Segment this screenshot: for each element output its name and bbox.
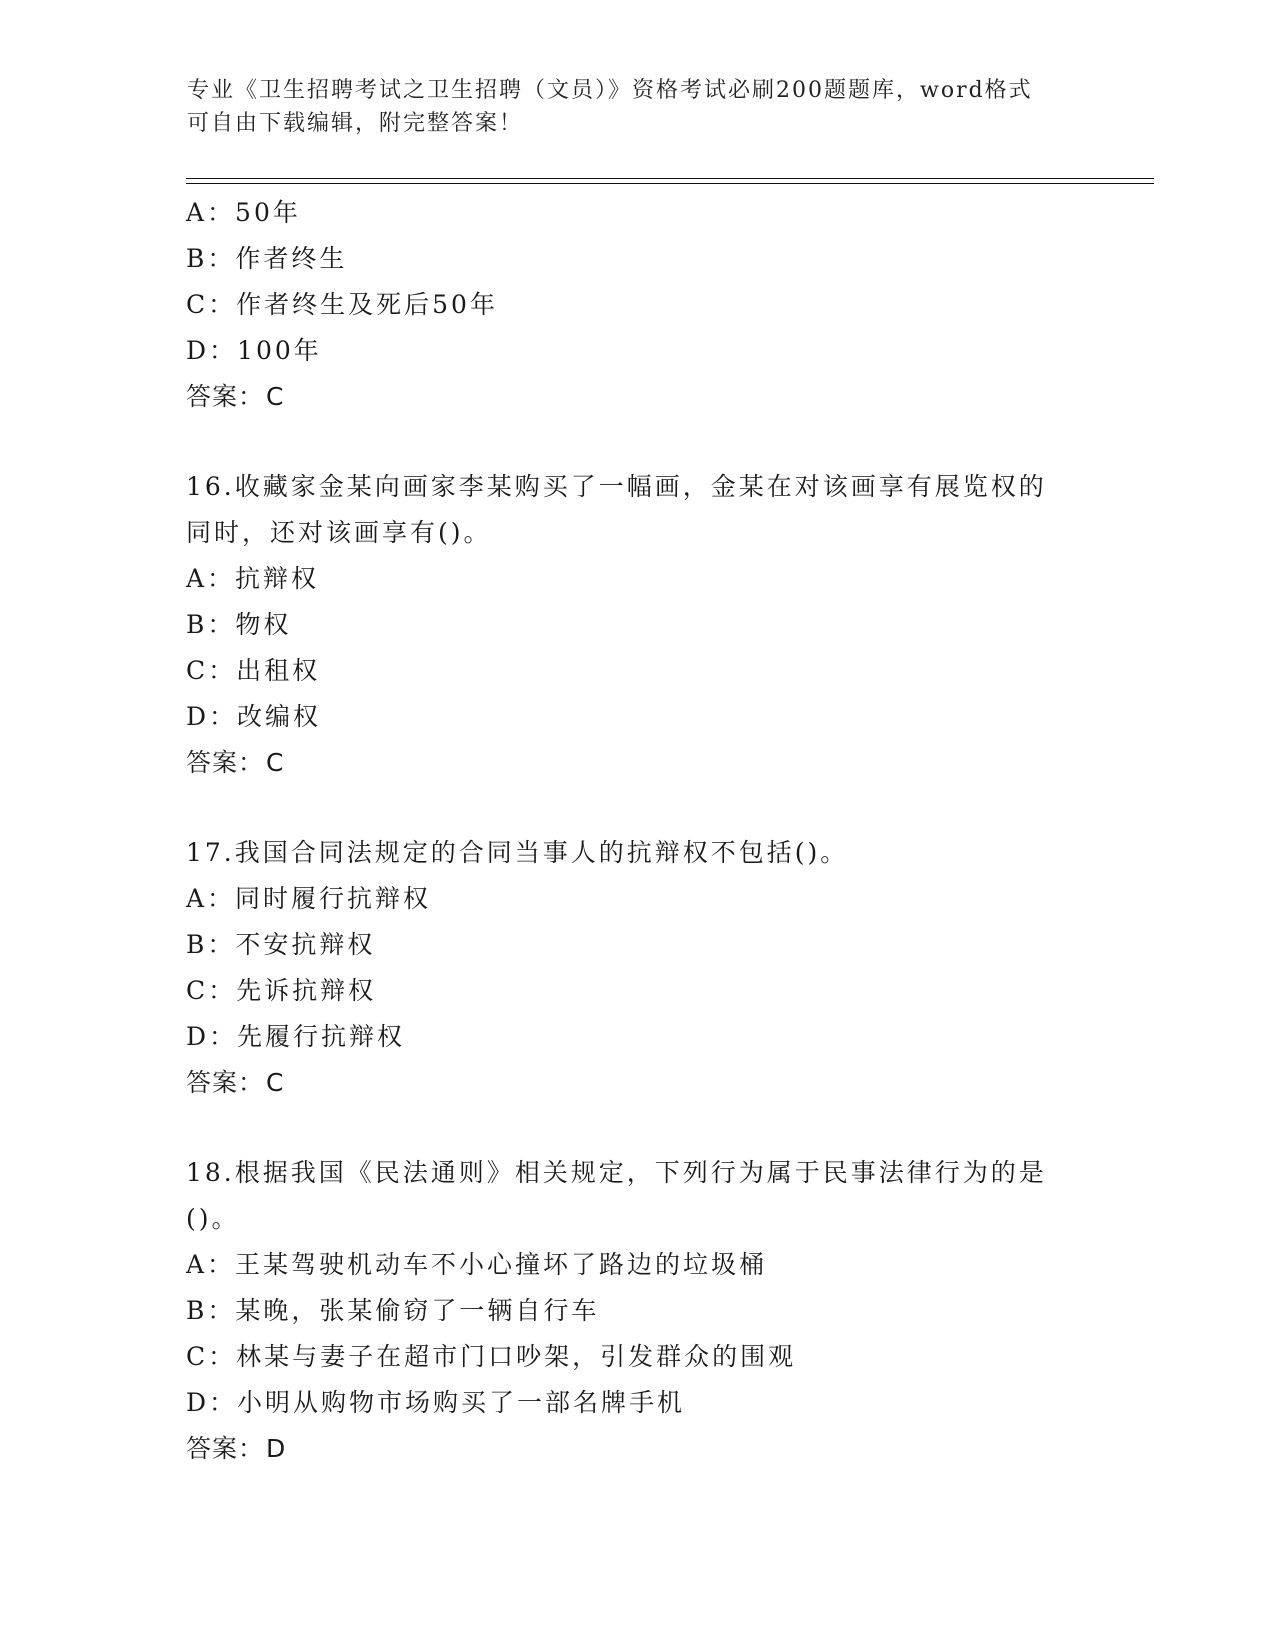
answer-label: 答案：	[186, 1068, 265, 1097]
answer-label: 答案：	[186, 382, 265, 411]
answer-line	[186, 740, 1086, 786]
option-a: A：50年	[186, 198, 301, 227]
option-c: C：林某与妻子在超市门口吵架，引发群众的围观	[186, 1342, 797, 1371]
option-a: A：王某驾驶机动车不小心撞坏了路边的垃圾桶	[186, 1250, 768, 1279]
option-d: D：100年	[186, 336, 322, 365]
answer-value: C	[266, 748, 285, 777]
option-b: B：物权	[186, 610, 292, 639]
header-title-line-2: 可自由下载编辑，附完整答案！	[187, 111, 524, 136]
question-stem-line-2: ()。	[186, 1204, 240, 1233]
answer-value: C	[266, 1068, 285, 1097]
answer-value: D	[266, 1434, 287, 1463]
header-title-line-1: 专业《卫生招聘考试之卫生招聘（文员）》资格考试必刷200题题库，word格式	[187, 78, 1033, 103]
question-stem-line-1: 17.我国合同法规定的合同当事人的抗辩权不包括()。	[186, 838, 849, 867]
question-16	[186, 464, 1086, 786]
answer-label: 答案：	[186, 748, 265, 777]
answer-line	[186, 1426, 1086, 1472]
header-divider-bottom	[186, 183, 1154, 184]
question-17	[186, 830, 1086, 1106]
question-stem-line-2: 同时，还对该画享有()。	[186, 518, 492, 547]
header-divider-top	[186, 178, 1154, 179]
option-c: C：先诉抗辩权	[186, 976, 377, 1005]
option-b: B：某晚，张某偷窃了一辆自行车	[186, 1296, 600, 1325]
answer-line	[186, 374, 1086, 420]
question-list	[186, 190, 1086, 1472]
answer-value: C	[266, 382, 285, 411]
answer-label: 答案：	[186, 1434, 265, 1463]
answer-line	[186, 1060, 1086, 1106]
option-c: C：作者终生及死后50年	[186, 290, 498, 319]
option-b: B：不安抗辩权	[186, 930, 376, 959]
option-b: B：作者终生	[186, 244, 348, 273]
option-d: D：先履行抗辩权	[186, 1022, 406, 1051]
question-stem-line-1: 18.根据我国《民法通则》相关规定，下列行为属于民事法律行为的是	[186, 1158, 1047, 1187]
option-d: D：小明从购物市场购买了一部名牌手机	[186, 1388, 686, 1417]
document-header	[187, 74, 1067, 140]
option-a: A：抗辩权	[186, 564, 320, 593]
question-stem-line-1: 16.收藏家金某向画家李某购买了一幅画，金某在对该画享有展览权的	[186, 472, 1047, 501]
option-c: C：出租权	[186, 656, 321, 685]
option-d: D：改编权	[186, 702, 322, 731]
option-a: A：同时履行抗辩权	[186, 884, 432, 913]
question-15	[186, 190, 1086, 420]
question-18	[186, 1150, 1086, 1472]
